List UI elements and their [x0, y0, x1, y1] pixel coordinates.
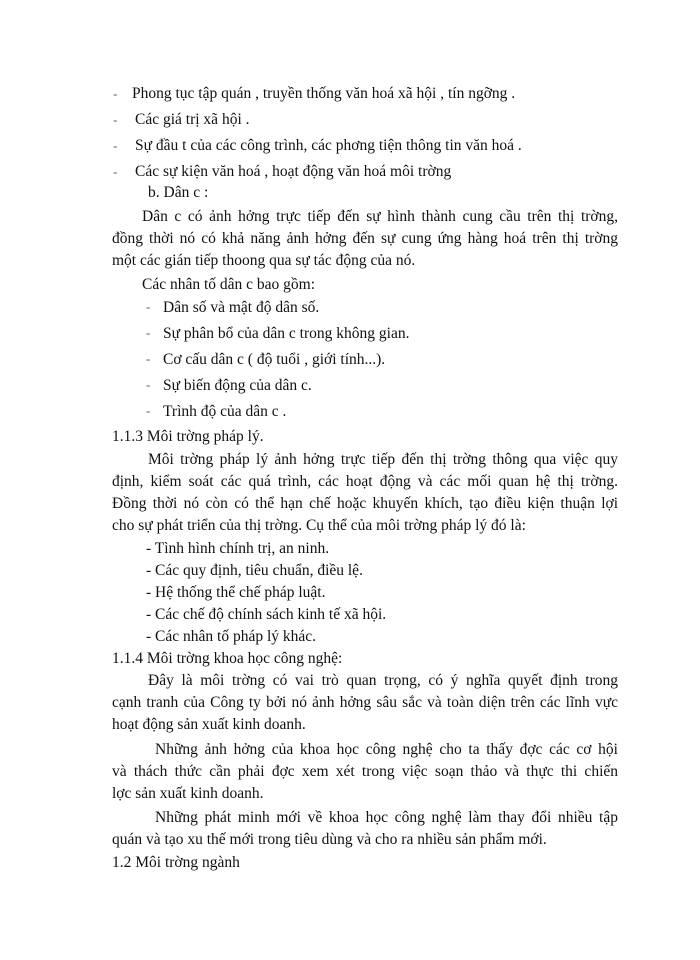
paragraph-line: Đồng thời nó còn có thể hạn chế hoặc khuyến khích, tạo điều kiện thuận lợi: [112, 495, 618, 512]
list-item: Các giá trị xã hội .: [135, 111, 250, 128]
paragraph-line: Những phát minh mới về khoa học công nghệ làm thay đổi nhiều tập: [155, 809, 618, 826]
paragraph-line: và thách thức cần phải đợc xem xét trong việc soạn thảo và thực thi chiến: [112, 763, 618, 780]
bullet-dash: -: [146, 403, 151, 418]
bullet-dash: -: [113, 138, 118, 153]
bullet-dash: -: [146, 325, 151, 340]
paragraph-line: cạnh tranh của Công ty bởi nó ảnh hởng sâu sắc và toàn diện trên các lĩnh vực: [112, 694, 618, 711]
list-item: Trình độ của dân c .: [163, 403, 287, 420]
paragraph-line: định, kiểm soát các quá trình, các hoạt động và các mối quan hệ thị trờng.: [112, 473, 618, 490]
paragraph-line: một các gián tiếp thoong qua sự tác động của nó.: [112, 252, 416, 269]
list-item: Cơ cấu dân c ( độ tuổi , giới tính...).: [163, 351, 386, 368]
list-item: Các sự kiện văn hoá , hoạt động văn hoá môi trờng: [135, 163, 452, 180]
paragraph-line: quán và tạo xu thế mới trong tiêu dùng và cho ra nhiều sản phẩm mới.: [112, 831, 547, 848]
list-item: - Tình hình chính trị, an ninh.: [146, 540, 330, 557]
list-item: - Hệ thống thể chế pháp luật.: [146, 584, 326, 601]
bullet-dash: -: [113, 86, 118, 101]
list-item: Phong tục tập quán , truyền thống văn hoá xã hội , tín ngỡng .: [132, 85, 516, 102]
list-item: - Các nhân tố pháp lý khác.: [146, 628, 317, 645]
paragraph-line: đồng thời nó có khả năng ảnh hởng đến sự cung ứng hàng hoá trên thị trờng: [112, 230, 618, 247]
section-heading: 1.1.3 Môi trờng pháp lý.: [112, 428, 264, 445]
section-heading: 1.2 Môi trờng ngành: [112, 854, 240, 871]
paragraph-line: Đây là môi trờng có vai trò quan trọng, có ý nghĩa quyết định trong: [148, 672, 618, 689]
paragraph-line: hoạt động sản xuất kinh doanh.: [112, 716, 306, 733]
list-item: Sự biến động của dân c.: [163, 377, 312, 394]
list-item: Sự phân bổ của dân c trong không gian.: [163, 325, 410, 342]
list-item: - Các chế độ chính sách kinh tế xã hội.: [146, 606, 387, 623]
list-item: - Các quy định, tiêu chuẩn, điều lệ.: [146, 562, 363, 579]
paragraph-line: Những ảnh hởng của khoa học công nghệ cho ta thấy đợc các cơ hội: [155, 741, 618, 758]
list-item: Sự đầu t của các công trình, các phơng tiện thông tin văn hoá .: [135, 137, 522, 154]
section-heading: 1.1.4 Môi trờng khoa học công nghệ:: [112, 650, 343, 667]
paragraph-line: Dân c có ảnh hởng trực tiếp đến sự hình thành cung cầu trên thị trờng,: [142, 208, 618, 225]
bullet-dash: -: [146, 351, 151, 366]
paragraph-line: Môi trờng pháp lý ảnh hởng trực tiếp đến thị trờng thông qua việc quy: [148, 451, 618, 468]
paragraph-line: cho sự phát triển của thị trờng. Cụ thể của môi trờng pháp lý đó là:: [112, 517, 526, 534]
bullet-dash: -: [113, 112, 118, 127]
list-item: Dân số và mật độ dân số.: [163, 299, 320, 316]
factors-intro: Các nhân tố dân c bao gồm:: [142, 276, 316, 293]
bullet-dash: -: [146, 377, 151, 392]
paragraph-line: lợc sản xuất kinh doanh.: [112, 785, 264, 802]
bullet-dash: -: [113, 164, 118, 179]
bullet-dash: -: [146, 299, 151, 314]
subheading: b. Dân c :: [148, 184, 209, 201]
